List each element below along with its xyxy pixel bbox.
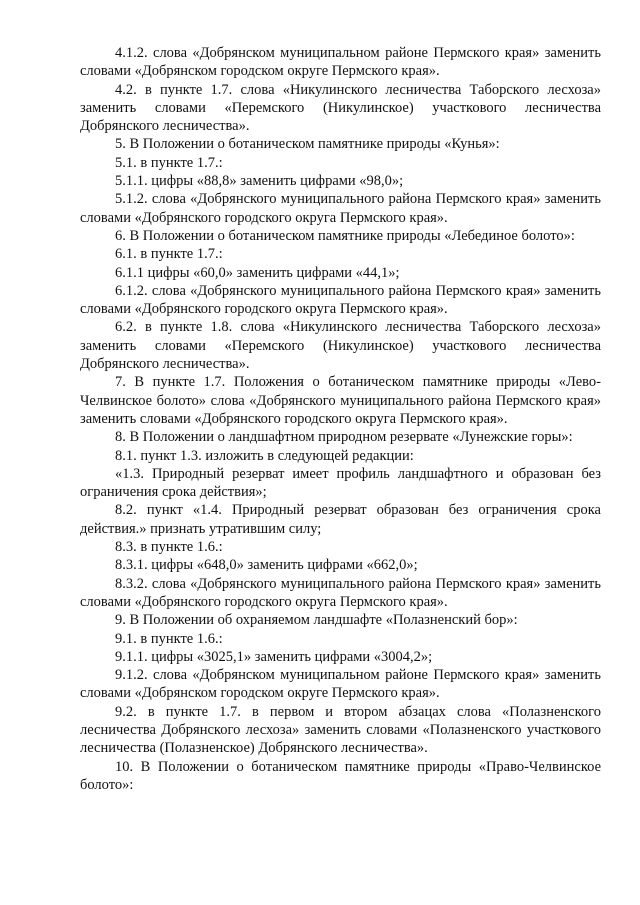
paragraph-8-1-quote: «1.3. Природный резерват имеет профиль ландшафтного и образован без ограничения срока действия»; <box>80 465 601 501</box>
document-page <box>80 44 601 794</box>
paragraph-8-2: 8.2. пункт «1.4. Природный резерват образован без ограничения срока действия.» признать утратившим силу; <box>80 502 601 537</box>
paragraph-4-1-2: 4.1.2. слова «Добрянском муниципальном районе Пермского края» заменить словами «Добрянском городском округе Пермского края». <box>80 45 601 80</box>
paragraph-6-1-2: 6.1.2. слова «Добрянского муниципального района Пермского края» заменить словами «Добрянского городского округа Пермского края». <box>80 282 601 318</box>
paragraph-6-1: 6.1. в пункте 1.7.: <box>115 246 223 263</box>
paragraph-5-1-1: 5.1.1. цифры «88,8» заменить цифрами «98,0»; <box>115 173 404 190</box>
paragraph-9-1-2: 9.1.2. слова «Добрянском муниципальном районе Пермского края» заменить словами «Добрянском городском округе Пермского края». <box>80 667 601 702</box>
paragraph-5-1: 5.1. в пункте 1.7.: <box>115 154 223 171</box>
paragraph-8: 8. В Положении о ландшафтном природном резервате «Лунежские горы»: <box>115 429 573 446</box>
paragraph-6-2: 6.2. в пункте 1.8. слова «Никулинского лесничества Таборского лесхоза» заменить словами «Перемского (Никулинское) участкового лесничества Добрянского лесничества». <box>80 319 601 373</box>
paragraph-8-3-1: 8.3.1. цифры «648,0» заменить цифрами «662,0»; <box>115 557 418 574</box>
paragraph-8-3-2: 8.3.2. слова «Добрянского муниципального района Пермского края» заменить словами «Добрянского городского округа Пермского края». <box>80 575 601 610</box>
paragraph-8-1: 8.1. пункт 1.3. изложить в следующей редакции: <box>115 447 414 464</box>
paragraph-5: 5. В Положении о ботаническом памятнике природы «Кунья»: <box>115 136 500 153</box>
paragraph-10: 10. В Положении о ботаническом памятнике природы «Право-Челвинское болото»: <box>80 758 601 793</box>
paragraph-6: 6. В Положении о ботаническом памятнике природы «Лебединое болото»: <box>115 227 575 244</box>
paragraph-9: 9. В Положении об охраняемом ландшафте «Полазненский бор»: <box>115 612 518 629</box>
paragraph-7: 7. В пункте 1.7. Положения о ботаническом памятнике природы «Лево-Челвинское болото» слова «Добрянского муниципального района Пермского края» заменить словами «Добрянского городского округа Пермского края». <box>80 374 601 427</box>
paragraph-5-1-2: 5.1.2. слова «Добрянского муниципального района Пермского края» заменить словами «Добрянского городского округа Пермского края». <box>80 191 601 226</box>
paragraph-4-2: 4.2. в пункте 1.7. слова «Никулинского лесничества Таборского лесхоза» заменить словами «Перемского (Никулинское) участкового лесничества Добрянского лесничества». <box>80 81 601 135</box>
paragraph-9-2: 9.2. в пункте 1.7. в первом и втором абзацах слова «Полазненского лесничества Добрянского лесхоза» заменить словами «Полазненского участкового лесничества (Полазненское) Добрянского лесничества». <box>80 703 601 757</box>
paragraph-6-1-1: 6.1.1 цифры «60,0» заменить цифрами «44,1»; <box>115 264 400 281</box>
paragraph-8-3: 8.3. в пункте 1.6.: <box>115 539 223 556</box>
paragraph-9-1: 9.1. в пункте 1.6.: <box>115 630 223 647</box>
paragraph-9-1-1: 9.1.1. цифры «3025,1» заменить цифрами «3004,2»; <box>115 648 433 665</box>
